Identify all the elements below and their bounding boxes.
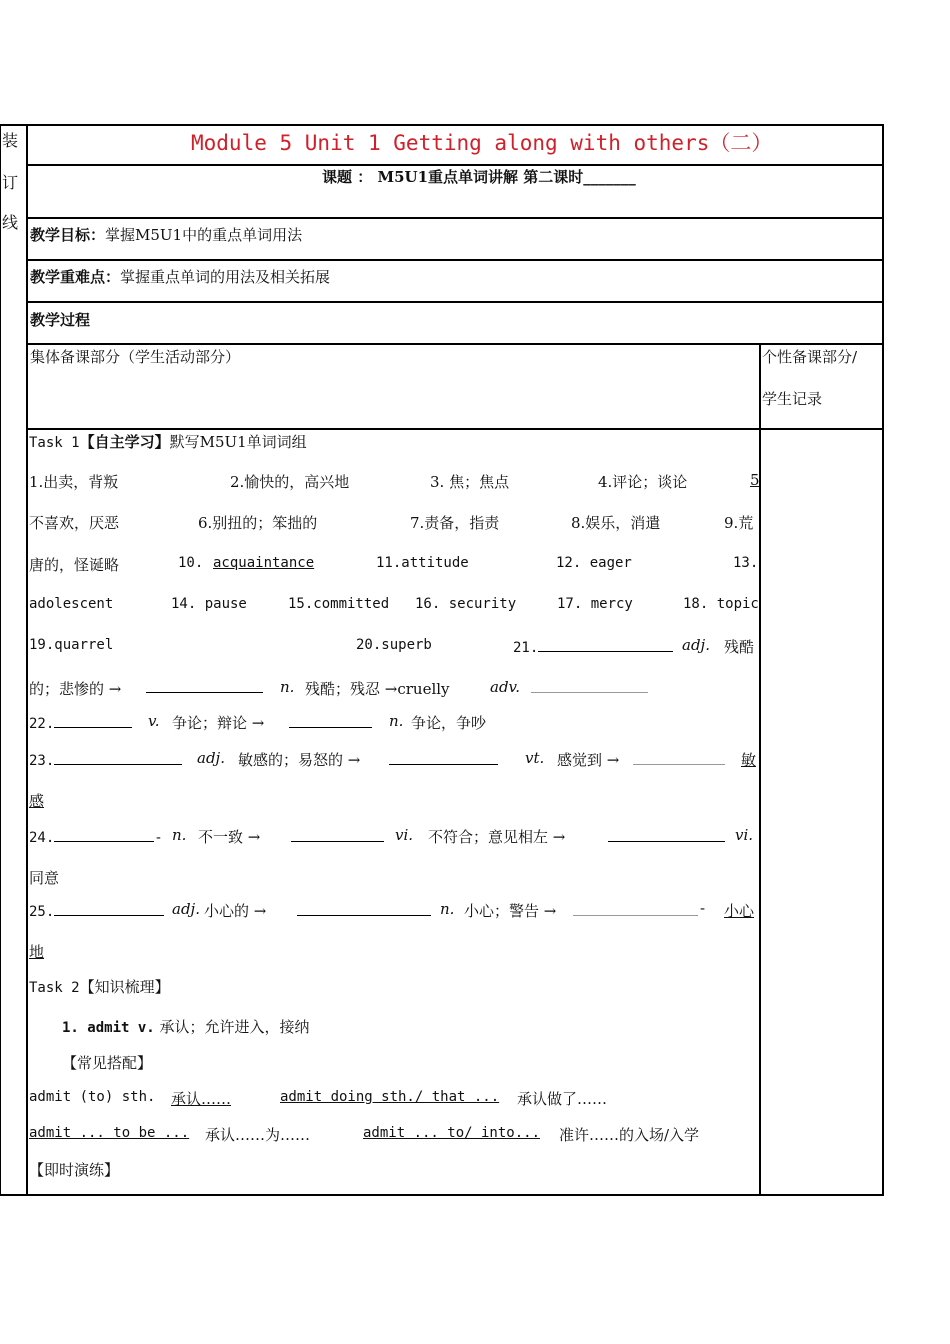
item-meaning: 承认；允许进入，接纳 <box>159 1018 310 1036</box>
collocation: admit doing sth./ that ... <box>280 1089 500 1105</box>
key-points <box>30 266 330 287</box>
vocab-item <box>29 827 163 846</box>
part-of-speech: vt. <box>525 749 545 767</box>
topic-blank: _______ <box>583 168 636 186</box>
part-of-speech: n. <box>440 900 455 918</box>
topic-label: 课题 ： <box>322 168 373 186</box>
vocab-number: 25. <box>29 904 55 920</box>
page-title: Module 5 Unit 1 Getting along with others（二） <box>191 131 773 155</box>
vocab-item: 4.评论；谈论 <box>598 473 688 491</box>
task1-label: 【自主学习】 <box>79 433 170 451</box>
lesson-topic <box>322 166 636 187</box>
vocab-item: acquaintance <box>213 555 315 571</box>
task2-label: 【知识梳理】 <box>79 978 170 996</box>
vocab-item: 残酷；残忍 →cruelly <box>305 680 450 698</box>
column-header-right-1: 个性备课部分/ <box>762 348 858 366</box>
vocab-item: 不喜欢，厌恶 <box>29 514 120 532</box>
binding-char: 订 <box>2 173 19 192</box>
task1-instruction: 默写M5U1单词词组 <box>169 433 307 451</box>
vocab-number: 22. <box>29 716 55 732</box>
vocab-item: 10. <box>178 555 204 571</box>
vocab-item: 感觉到 → <box>557 751 620 769</box>
answer-blank[interactable] <box>54 713 132 728</box>
part-of-speech: adj. <box>197 749 225 767</box>
vocab-item: 争论；辩论 → <box>172 714 265 732</box>
answer-blank[interactable] <box>297 901 431 916</box>
part-of-speech: vi. <box>395 826 414 844</box>
vocab-number: 24. <box>29 830 55 846</box>
practice-label: 【即时演练】 <box>29 1161 120 1179</box>
collocation: admit ... to be ... <box>29 1125 190 1141</box>
part-of-speech: n. <box>389 712 404 730</box>
collocation: admit ... to/ into... <box>363 1125 541 1141</box>
table-border-bottom <box>0 1194 884 1196</box>
vocab-item: adolescent <box>29 596 114 612</box>
vocab-item: 11.attitude <box>376 555 469 571</box>
table-border-top <box>0 124 884 126</box>
inner-border-left <box>26 124 28 1196</box>
row-divider <box>26 217 884 219</box>
vocab-number: 21. <box>513 640 539 656</box>
vocab-item: 同意 <box>29 869 60 887</box>
answer-blank[interactable] <box>633 750 725 765</box>
collocation: admit (to) sth. <box>29 1089 156 1105</box>
answer-blank[interactable] <box>289 713 372 728</box>
teaching-goals <box>30 224 302 245</box>
collocation-meaning: 承认做了…… <box>517 1090 608 1108</box>
vocab-item: 5 <box>750 471 760 489</box>
column-header-right-2: 学生记录 <box>762 390 823 408</box>
vocab-item: 小心；警告 → <box>464 902 557 920</box>
dash: - <box>700 899 706 917</box>
binding-char: 装 <box>2 131 19 150</box>
vocab-item: 2.愉快的，高兴地 <box>230 473 350 491</box>
answer-blank[interactable] <box>54 750 182 765</box>
vocab-item: 16. security <box>415 596 517 612</box>
answer-blank[interactable] <box>389 750 498 765</box>
answer-blank[interactable] <box>573 901 698 916</box>
knowledge-item <box>62 1016 310 1037</box>
vocab-item <box>29 901 164 920</box>
process-label: 教学过程 <box>30 311 91 329</box>
vocab-item: 18. topic <box>683 596 759 612</box>
vocab-item: 1.出卖，背叛 <box>29 473 119 491</box>
row-divider <box>26 301 884 303</box>
vocab-number: 23. <box>29 753 55 769</box>
vocab-item: 15.committed <box>288 596 390 612</box>
part-of-speech: adv. <box>490 678 521 696</box>
dash: - <box>154 830 163 846</box>
vocab-item: 9.荒 <box>724 514 754 532</box>
part-of-speech: adj. <box>682 636 710 654</box>
vocab-item: 20.superb <box>356 637 432 653</box>
vocab-item: 唐的，怪诞略 <box>29 556 120 574</box>
key-points-label: 教学重难点： <box>30 268 121 286</box>
part-of-speech: n. <box>172 826 187 844</box>
answer-blank[interactable] <box>54 901 164 916</box>
vocab-item <box>513 637 673 656</box>
vocab-item: 12. eager <box>556 555 632 571</box>
vocab-item: 6.别扭的；笨拙的 <box>198 514 318 532</box>
collocation-label: 【常见搭配】 <box>62 1054 153 1072</box>
answer-blank[interactable] <box>146 678 263 693</box>
vocab-item: 残酷 <box>724 638 755 656</box>
binding-char: 线 <box>2 213 19 232</box>
task1-prefix: Task 1 <box>29 435 80 451</box>
vocab-item: 13. <box>733 555 759 571</box>
vocab-item: 14. pause <box>171 596 247 612</box>
collocation-meaning: 承认…… <box>171 1090 232 1108</box>
vocab-item: 7.责备，指责 <box>410 514 500 532</box>
answer-blank[interactable] <box>291 827 384 842</box>
row-divider <box>26 259 884 261</box>
row-divider <box>26 428 884 430</box>
vocab-item: 17. mercy <box>557 596 633 612</box>
column-header-left: 集体备课部分（学生活动部分） <box>30 348 241 366</box>
vocab-item: 敏感的；易怒的 → <box>238 751 361 769</box>
task2-prefix: Task 2 <box>29 980 80 996</box>
vocab-item <box>29 713 132 732</box>
collocation-meaning: 承认……为…… <box>205 1126 311 1144</box>
vocab-item: 3. 焦；焦点 <box>430 473 510 491</box>
table-border-left <box>0 124 1 1196</box>
vocab-item: 敏 <box>741 751 757 769</box>
vocab-item: 19.quarrel <box>29 637 114 653</box>
answer-blank[interactable] <box>538 637 673 652</box>
vocab-item: 感 <box>29 792 45 810</box>
vocab-item <box>29 750 182 769</box>
part-of-speech: vi. <box>735 826 754 844</box>
part-of-speech: v. <box>148 712 160 730</box>
table-border-right <box>882 124 884 1196</box>
vocab-item: 地 <box>29 943 45 961</box>
goals-text: 掌握M5U1中的重点单词用法 <box>105 226 303 244</box>
part-of-speech: adj. <box>172 900 200 918</box>
vocab-item: 不符合；意见相左 → <box>428 828 566 846</box>
vocab-item: 小心的 → <box>204 902 267 920</box>
row-divider <box>26 343 884 345</box>
vocab-item: 小心 <box>724 902 755 920</box>
goals-label: 教学目标： <box>30 226 106 244</box>
answer-blank[interactable] <box>608 827 725 842</box>
key-points-text: 掌握重点单词的用法及相关拓展 <box>120 268 331 286</box>
vocab-item: 的；悲惨的 → <box>29 680 122 698</box>
vocab-item: 8.娱乐，消遣 <box>571 514 661 532</box>
answer-blank[interactable] <box>54 827 154 842</box>
task2-heading <box>29 976 170 997</box>
collocation-meaning: 准许……的入场/入学 <box>559 1126 700 1144</box>
topic-text: M5U1重点单词讲解 第二课时 <box>377 168 584 186</box>
answer-blank[interactable] <box>531 678 648 693</box>
vocab-item: 不一致 → <box>198 828 261 846</box>
vocab-item: 争论，争吵 <box>411 714 487 732</box>
task1-heading <box>29 431 307 452</box>
item-headword: 1. admit v. <box>62 1020 155 1036</box>
part-of-speech: n. <box>280 678 295 696</box>
